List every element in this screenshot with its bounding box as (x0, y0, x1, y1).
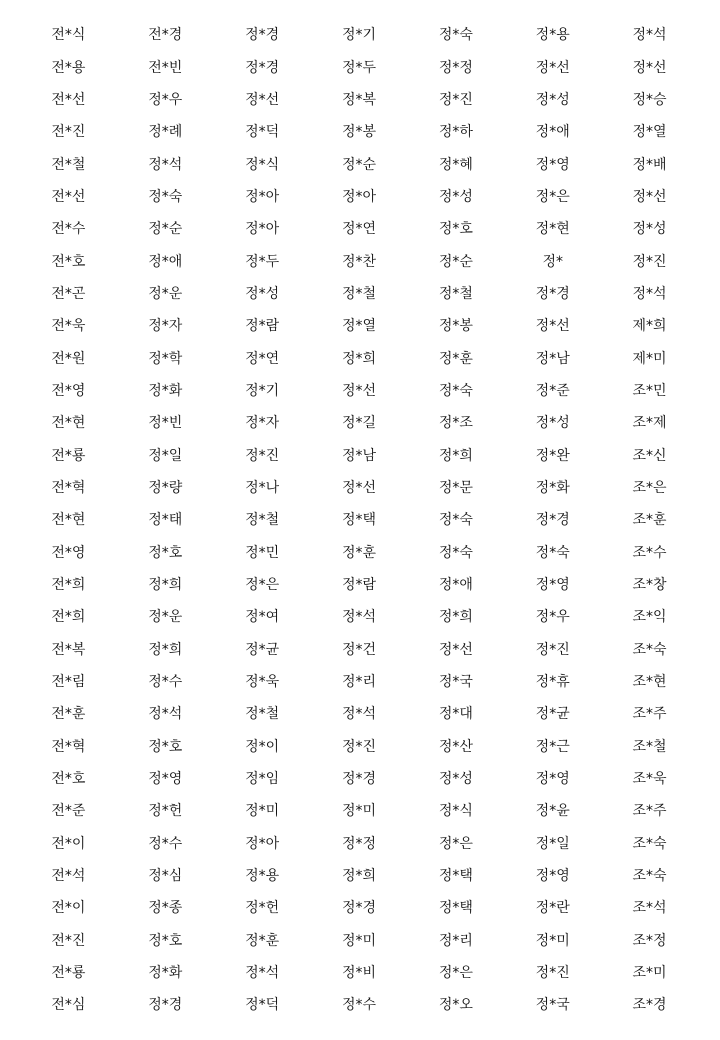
name-cell: 정*성 (438, 771, 473, 788)
name-cell: 정*식 (438, 803, 473, 820)
name-cell: 정*람 (245, 318, 280, 335)
name-cell: 정*석 (632, 27, 667, 44)
name-cell: 정*석 (341, 609, 377, 626)
name-cell: 정*희 (438, 609, 473, 626)
name-cell: 전*영 (51, 382, 86, 399)
name-cell: 정*란 (535, 900, 570, 917)
name-cell: 정*봉 (341, 124, 377, 141)
name-cell: 조*숙 (632, 641, 667, 658)
name-cell: 정*용 (245, 868, 280, 885)
name-cell: 정*수 (148, 835, 183, 852)
name-cell: 정*화 (535, 479, 570, 496)
name-cell: 전*혁 (51, 479, 86, 496)
name-cell: 정*희 (148, 641, 183, 658)
name-cell: 전*원 (51, 350, 86, 367)
name-cell: 전*준 (51, 803, 86, 820)
name-cell: 정*은 (245, 577, 280, 594)
name-cell: 정*석 (148, 156, 183, 173)
name-cell: 전*진 (51, 932, 86, 949)
name-cell: 정*운 (148, 609, 183, 626)
name-cell: 정*경 (535, 285, 570, 302)
name-cell: 전*심 (51, 997, 86, 1014)
name-cell: 정*철 (245, 706, 280, 723)
name-cell: 전*용 (51, 59, 86, 76)
name-cell: 전*림 (51, 674, 86, 691)
name-cell: 정* (542, 253, 563, 270)
name-cell: 정*석 (341, 706, 377, 723)
name-cell: 정*숙 (438, 512, 473, 529)
name-cell: 정*문 (438, 479, 473, 496)
name-cell: 전*선 (51, 91, 86, 108)
name-cell: 정*석 (632, 285, 667, 302)
name-cell: 조*창 (632, 577, 667, 594)
name-cell: 정*석 (245, 965, 280, 982)
name-cell: 정*숙 (438, 27, 473, 44)
name-cell: 전*곤 (51, 285, 86, 302)
name-cell: 정*석 (148, 706, 183, 723)
name-cell: 정*은 (535, 188, 570, 205)
name-cell: 전*호 (51, 253, 86, 270)
name-cell: 전*식 (51, 27, 86, 44)
name-cell: 정*연 (341, 221, 377, 238)
name-cell: 전*이 (51, 835, 86, 852)
name-cell: 전*룡 (51, 965, 86, 982)
name-cell: 전*수 (51, 221, 86, 238)
name-cell: 정*선 (632, 188, 667, 205)
name-cell: 정*경 (341, 771, 377, 788)
name-cell: 조*경 (632, 997, 667, 1014)
name-cell: 정*리 (438, 932, 473, 949)
name-cell: 조*현 (632, 674, 667, 691)
name-cell: 전*희 (51, 577, 86, 594)
name-cell: 정*선 (535, 318, 570, 335)
name-cell: 전*철 (51, 156, 86, 173)
name-cell: 정*자 (245, 415, 280, 432)
name-cell: 정*순 (148, 221, 183, 238)
name-cell: 정*화 (148, 965, 183, 982)
name-cell: 정*훈 (245, 932, 280, 949)
name-cell: 정*국 (535, 997, 570, 1014)
name-cell: 정*승 (632, 91, 667, 108)
name-cell: 전*석 (51, 868, 86, 885)
name-cell: 정*하 (438, 124, 473, 141)
name-cell: 정*기 (245, 382, 280, 399)
name-cell: 전*현 (51, 512, 86, 529)
name-cell: 정*진 (438, 91, 473, 108)
name-cell: 정*숙 (438, 382, 473, 399)
name-cell: 조*숙 (632, 868, 667, 885)
name-cell: 전*호 (51, 771, 86, 788)
name-cell: 정*종 (148, 900, 183, 917)
name-cell: 정*여 (245, 609, 280, 626)
name-cell: 정*애 (438, 577, 473, 594)
name-cell: 정*우 (535, 609, 570, 626)
name-cell: 정*순 (341, 156, 377, 173)
name-cell: 정*일 (148, 447, 183, 464)
name-cell: 정*성 (438, 188, 473, 205)
name-cell: 정*영 (535, 771, 570, 788)
name-cell: 정*순 (438, 253, 473, 270)
name-cell: 조*제 (632, 415, 667, 432)
name-cell: 정*경 (148, 997, 183, 1014)
name-cell: 제*희 (632, 318, 667, 335)
name-cell: 정*애 (535, 124, 570, 141)
name-cell: 정*균 (535, 706, 570, 723)
name-cell: 정*태 (148, 512, 183, 529)
name-cell: 정*혜 (438, 156, 473, 173)
name-cell: 정*대 (438, 706, 473, 723)
name-cell: 정*리 (341, 674, 377, 691)
name-cell: 조*은 (632, 479, 667, 496)
name-cell: 정*미 (341, 803, 377, 820)
name-cell: 전*영 (51, 544, 86, 561)
name-cell: 전*복 (51, 641, 86, 658)
name-cell: 정*임 (245, 771, 280, 788)
name-cell: 정*근 (535, 738, 570, 755)
name-cell: 정*영 (535, 156, 570, 173)
name-cell: 정*덕 (245, 997, 280, 1014)
name-cell: 정*용 (535, 27, 570, 44)
name-cell: 정*아 (341, 188, 377, 205)
name-cell: 정*남 (341, 447, 377, 464)
name-cell: 정*희 (341, 868, 377, 885)
name-cell: 정*운 (148, 285, 183, 302)
name-cell: 정*호 (148, 544, 183, 561)
name-cell: 정*민 (245, 544, 280, 561)
name-cell: 정*수 (341, 997, 377, 1014)
name-cell: 정*진 (535, 965, 570, 982)
name-cell: 전*이 (51, 900, 86, 917)
name-cell: 정*미 (341, 932, 377, 949)
name-cell: 정*오 (438, 997, 473, 1014)
name-cell: 정*례 (148, 124, 183, 141)
name-cell: 전*욱 (51, 318, 86, 335)
name-cell: 정*은 (438, 835, 473, 852)
name-cell: 정*철 (438, 285, 473, 302)
name-cell: 정*호 (438, 221, 473, 238)
name-cell: 조*석 (632, 900, 667, 917)
name-cell: 정*선 (341, 382, 377, 399)
name-cell: 정*호 (148, 932, 183, 949)
name-cell: 정*식 (245, 156, 280, 173)
name-cell: 제*미 (632, 350, 667, 367)
name-cell: 정*은 (438, 965, 473, 982)
name-cell: 정*철 (341, 285, 377, 302)
name-cell: 조*훈 (632, 512, 667, 529)
name-cell: 정*영 (535, 868, 570, 885)
name-cell: 정*열 (341, 318, 377, 335)
name-cell: 정*아 (245, 835, 280, 852)
name-cell: 정*국 (438, 674, 473, 691)
name-cell: 정*진 (245, 447, 280, 464)
name-cell: 정*훈 (341, 544, 377, 561)
name-cell: 정*빈 (148, 415, 183, 432)
name-cell: 정*이 (245, 738, 280, 755)
name-cell: 정*두 (341, 59, 377, 76)
name-cell: 조*신 (632, 447, 667, 464)
name-cell: 정*균 (245, 641, 280, 658)
name-cell: 정*성 (632, 221, 667, 238)
name-cell: 정*심 (148, 868, 183, 885)
name-cell: 정*희 (148, 577, 183, 594)
name-cell: 정*선 (245, 91, 280, 108)
name-cell: 전*빈 (148, 59, 183, 76)
name-cell: 정*진 (632, 253, 667, 270)
name-cell: 전*룡 (51, 447, 86, 464)
name-cell: 정*숙 (438, 544, 473, 561)
name-cell: 조*수 (632, 544, 667, 561)
name-cell: 정*택 (438, 868, 473, 885)
name-cell: 정*기 (341, 27, 377, 44)
name-cell: 정*영 (148, 771, 183, 788)
name-cell: 정*윤 (535, 803, 570, 820)
name-cell: 정*비 (341, 965, 377, 982)
name-cell: 전*훈 (51, 706, 86, 723)
name-cell: 정*선 (632, 59, 667, 76)
name-cell: 정*숙 (148, 188, 183, 205)
name-cell: 정*휴 (535, 674, 570, 691)
name-cell: 조*민 (632, 382, 667, 399)
name-cell: 정*택 (438, 900, 473, 917)
name-cell: 정*량 (148, 479, 183, 496)
name-cell: 정*아 (245, 188, 280, 205)
name-cell: 정*화 (148, 382, 183, 399)
name-cell: 조*미 (632, 965, 667, 982)
name-cell: 정*성 (245, 285, 280, 302)
name-cell: 정*성 (535, 91, 570, 108)
name-cell: 정*욱 (245, 674, 280, 691)
name-cell: 정*영 (535, 577, 570, 594)
name-cell: 정*진 (535, 641, 570, 658)
name-cell: 정*미 (245, 803, 280, 820)
name-cell: 정*호 (148, 738, 183, 755)
name-cell: 정*경 (341, 900, 377, 917)
name-cell: 정*숙 (535, 544, 570, 561)
name-cell: 전*현 (51, 415, 86, 432)
name-cell: 정*연 (245, 350, 280, 367)
name-cell: 조*정 (632, 932, 667, 949)
name-cell: 정*완 (535, 447, 570, 464)
name-cell: 정*희 (341, 350, 377, 367)
name-cell: 정*애 (148, 253, 183, 270)
name-cell: 정*남 (535, 350, 570, 367)
name-cell: 정*복 (341, 91, 377, 108)
name-cell: 정*철 (245, 512, 280, 529)
name-cell: 정*훈 (438, 350, 473, 367)
name-cell: 정*진 (341, 738, 377, 755)
name-cell: 정*조 (438, 415, 473, 432)
name-cell: 정*산 (438, 738, 473, 755)
name-cell: 조*주 (632, 803, 667, 820)
name-grid (20, 19, 698, 1022)
name-cell: 조*익 (632, 609, 667, 626)
name-cell: 정*찬 (341, 253, 377, 270)
name-cell: 정*두 (245, 253, 280, 270)
name-cell: 조*주 (632, 706, 667, 723)
name-cell: 정*현 (535, 221, 570, 238)
name-cell: 조*욱 (632, 771, 667, 788)
name-cell: 전*진 (51, 124, 86, 141)
name-cell: 정*나 (245, 479, 280, 496)
name-cell: 전*희 (51, 609, 86, 626)
name-cell: 정*경 (245, 27, 280, 44)
name-cell: 정*선 (438, 641, 473, 658)
name-cell: 정*자 (148, 318, 183, 335)
name-cell: 정*정 (438, 59, 473, 76)
name-cell: 정*미 (535, 932, 570, 949)
name-cell: 전*경 (148, 27, 183, 44)
name-cell: 정*선 (341, 479, 377, 496)
name-cell: 정*정 (341, 835, 377, 852)
name-cell: 정*성 (535, 415, 570, 432)
name-cell: 정*수 (148, 674, 183, 691)
name-cell: 정*건 (341, 641, 377, 658)
name-cell: 정*덕 (245, 124, 280, 141)
name-cell: 전*혁 (51, 738, 86, 755)
name-cell: 정*준 (535, 382, 570, 399)
name-cell: 정*람 (341, 577, 377, 594)
name-cell: 정*선 (535, 59, 570, 76)
name-cell: 조*철 (632, 738, 667, 755)
name-cell: 정*경 (535, 512, 570, 529)
name-cell: 정*아 (245, 221, 280, 238)
name-cell: 정*일 (535, 835, 570, 852)
name-cell: 정*헌 (245, 900, 280, 917)
name-cell: 조*숙 (632, 835, 667, 852)
name-cell: 정*배 (632, 156, 667, 173)
name-cell: 정*택 (341, 512, 377, 529)
name-cell: 정*열 (632, 124, 667, 141)
name-cell: 정*학 (148, 350, 183, 367)
name-cell: 정*헌 (148, 803, 183, 820)
name-cell: 정*길 (341, 415, 377, 432)
name-cell: 전*선 (51, 188, 86, 205)
name-cell: 정*우 (148, 91, 183, 108)
name-cell: 정*봉 (438, 318, 473, 335)
name-cell: 정*희 (438, 447, 473, 464)
name-cell: 정*경 (245, 59, 280, 76)
